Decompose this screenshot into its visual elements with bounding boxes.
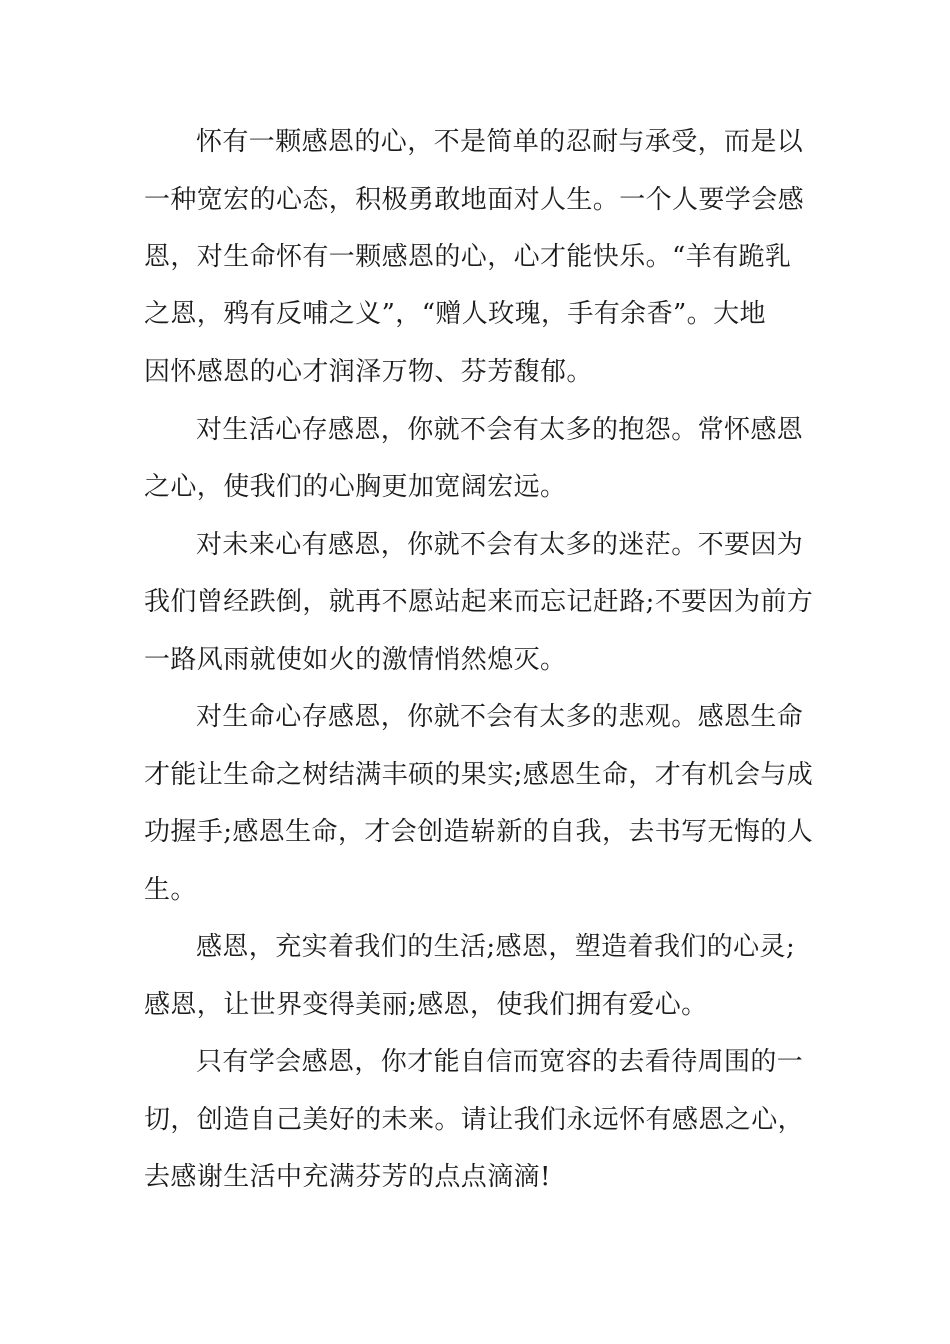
- paragraph-4-line-4: 生。: [144, 875, 197, 905]
- paragraph-2-line-1: 对生活心存感恩，你就不会有太多的抱怨。常怀感恩: [196, 415, 804, 445]
- paragraph-6-line-1: 只有学会感恩，你才能自信而宽容的去看待周围的一: [196, 1047, 804, 1077]
- paragraph-4-line-2: 才能让生命之树结满丰硕的果实;感恩生命，才有机会与成: [144, 760, 814, 790]
- paragraph-3-line-3: 一路风雨就使如火的激情悄然熄灭。: [144, 645, 567, 675]
- paragraph-1-line-2: 一种宽宏的心态，积极勇敢地面对人生。一个人要学会感: [144, 185, 805, 215]
- paragraph-2-line-2: 之心，使我们的心胸更加宽阔宏远。: [144, 472, 567, 502]
- paragraph-5-line-2: 感恩，让世界变得美丽;感恩，使我们拥有爱心。: [144, 990, 708, 1020]
- paragraph-1-line-3: 恩，对生命怀有一颗感恩的心，心才能快乐。“羊有跪乳: [144, 242, 792, 272]
- paragraph-1-line-5: 因怀感恩的心才润泽万物、芬芳馥郁。: [144, 357, 593, 387]
- paragraph-6-line-2: 切，创造自己美好的未来。请让我们永远怀有感恩之心，: [144, 1105, 805, 1135]
- paragraph-3-line-1: 对未来心有感恩，你就不会有太多的迷茫。不要因为: [196, 530, 804, 560]
- paragraph-4-line-3: 功握手;感恩生命，才会创造崭新的自我，去书写无悔的人: [144, 817, 814, 847]
- paragraph-1-line-4: 之恩，鸦有反哺之义”，“赠人玫瑰，手有余香”。大地: [144, 299, 766, 329]
- paragraph-1-line-1: 怀有一颗感恩的心，不是简单的忍耐与承受，而是以: [196, 127, 804, 157]
- paragraph-4-line-1: 对生命心存感恩，你就不会有太多的悲观。感恩生命: [196, 702, 804, 732]
- paragraph-3-line-2: 我们曾经跌倒，就再不愿站起来而忘记赶路;不要因为前方: [144, 587, 814, 617]
- paragraph-5-line-1: 感恩，充实着我们的生活;感恩，塑造着我们的心灵;: [196, 932, 796, 962]
- paragraph-6-line-3: 去感谢生活中充满芬芳的点点滴滴!: [144, 1162, 551, 1192]
